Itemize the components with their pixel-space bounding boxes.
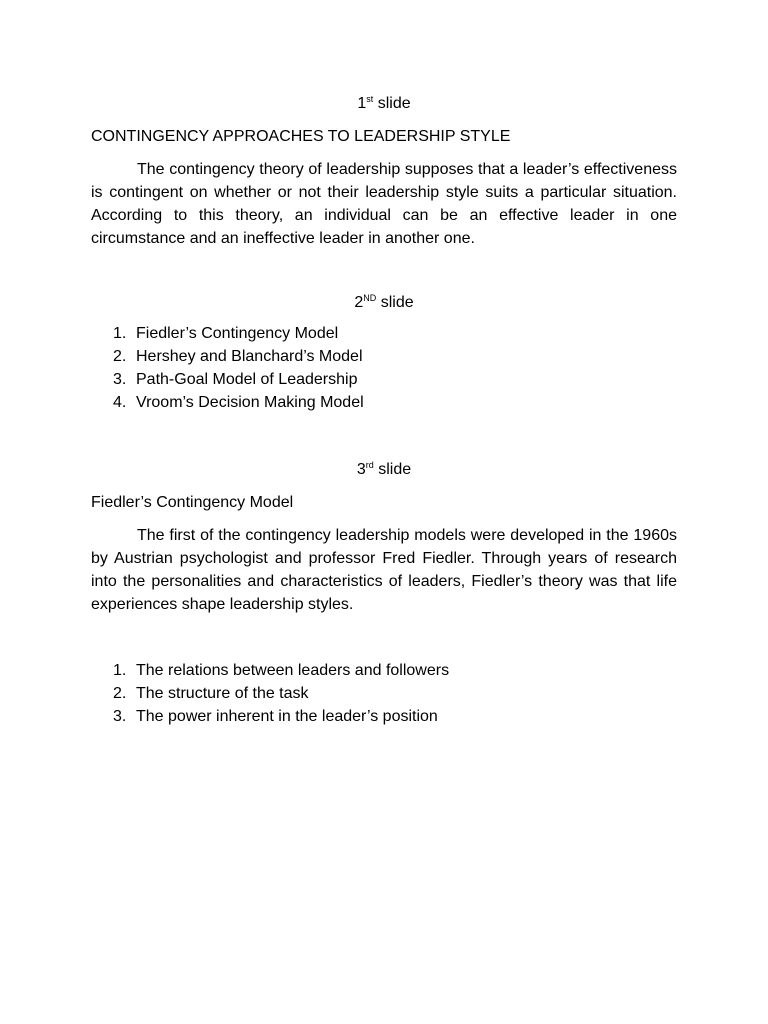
slide2-heading — [91, 291, 677, 314]
list-item-number: 3. — [113, 371, 127, 388]
list-item-text: Vroom’s Decision Making Model — [136, 394, 364, 411]
list-item — [91, 322, 677, 345]
slide3-title: Fiedler’s Contingency Model — [91, 494, 294, 511]
list-item-text: The structure of the task — [136, 685, 309, 702]
list-item-number: 2. — [113, 685, 127, 702]
slide2-heading-word: slide — [380, 294, 414, 311]
list-item-number: 1. — [113, 325, 127, 342]
slide1-title: CONTINGENCY APPROACHES TO LEADERSHIP STYLE — [91, 128, 511, 145]
list-item-text: Path-Goal Model of Leadership — [136, 371, 358, 388]
list-item-number: 1. — [113, 662, 127, 679]
list-item — [91, 682, 677, 705]
slide3-heading — [91, 458, 677, 481]
list-item-text: The relations between leaders and followers — [136, 662, 450, 679]
slide1-heading-num: 1 — [357, 95, 367, 112]
slide3-heading-num: 3 — [356, 461, 366, 478]
slide2-heading-sup: ND — [363, 293, 377, 303]
list-item-text: Fiedler’s Contingency Model — [136, 325, 339, 342]
list-item — [91, 705, 677, 728]
list-item — [91, 368, 677, 391]
slide3-paragraph: The first of the contingency leadership models were developed in the 1960s by Austrian psychologist and professor Fred Fiedler. Through years of research into the personalities and characteristics of leaders, Fiedler’s theory was that life experiences shape leadership styles. — [91, 527, 677, 613]
slide1-heading-sup: st — [366, 94, 374, 104]
list-item-text: Hershey and Blanchard’s Model — [136, 348, 363, 365]
list-item-number: 2. — [113, 348, 127, 365]
slide1-heading — [91, 92, 677, 115]
slide3-heading-sup: rd — [365, 460, 374, 470]
slide2-heading-num: 2 — [354, 294, 364, 311]
list-item-number: 4. — [113, 394, 127, 411]
slide1-heading-word: slide — [377, 95, 411, 112]
slide1-paragraph: The contingency theory of leadership supposes that a leader’s effectiveness is contingent on whether or not their leadership style suits a particular situation. According to this theory, an individual can be an effective leader in one circumstance and an ineffective leader in another one. — [91, 161, 677, 247]
list-item-number: 3. — [113, 708, 127, 725]
list-item — [91, 391, 677, 414]
list-item — [91, 659, 677, 682]
slide3-heading-word: slide — [378, 461, 412, 478]
slide2-list — [91, 322, 677, 414]
list-item-text: The power inherent in the leader’s position — [136, 708, 438, 725]
document-page — [91, 92, 677, 728]
list-item — [91, 345, 677, 368]
slide3-list — [91, 659, 677, 728]
